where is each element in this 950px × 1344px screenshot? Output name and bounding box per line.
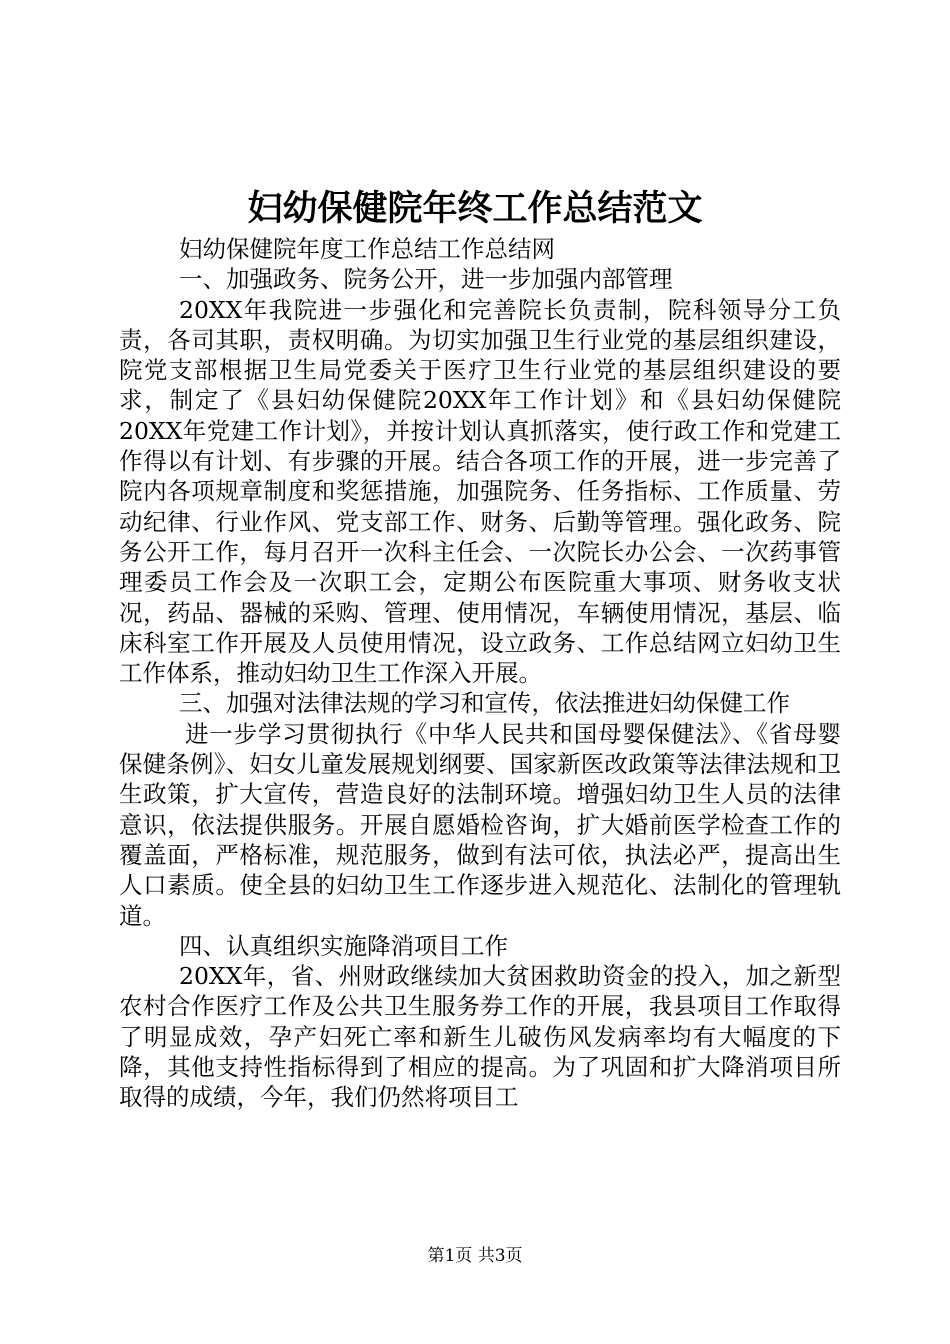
section-heading-4: 四、认真组织实施降消项目工作 [179, 931, 508, 960]
section-heading-3: 三、加强对法律法规的学习和宣传，依法推进妇幼保健工作 [179, 689, 790, 718]
page-number-footer: 第1页 共3页 [427, 1246, 523, 1266]
section-heading-1: 一、加强政务、院务公开，进一步加强内部管理 [179, 265, 673, 294]
document-body [119, 234, 841, 1113]
paragraph-1: 20XX年我院进一步强化和完善院长负责制，院科领导分工负责，各司其职，责权明确。为切实加强卫生行业党的基层组织建设，院党支部根据卫生局党委关于医疗卫生行业党的基层组织建设的要求，制定了《县妇幼保健院20XX年工作计划》和《县妇幼保健院20XX年党建工作计划》，并按计划认真抓落实，使行政工作和党建工作得以有计划、有步骤的开展。结合各项工作的开展，进一步完善了院内各项规章制度和奖惩措施，加强院务、任务指标、工作质量、劳动纪律、行业作风、党支部工作、财务、后勤等管理。强化政务、院务公开工作，每月召开一次科主任会、一次院长办公会、一次药事管理委员工作会及一次职工会，定期公布医院重大事项、财务收支状况，药品、器械的采购、管理、使用情况，车辆使用情况，基层、临床科室工作开展及人员使用情况，设立政务、工作总结网立妇幼卫生工作体系，推动妇幼卫生工作深入开展。 [119, 295, 841, 688]
subtitle-line: 妇幼保健院年度工作总结工作总结网 [179, 235, 555, 263]
paragraph-3: 进一步学习贯彻执行《中华人民共和国母婴保健法》、《省母婴保健条例》、妇女儿童发展规划纲要、国家新医改政策等法律法规和卫生政策，扩大宣传，营造良好的法制环境。增强妇幼卫生人员的法律意识，依法提供服务。开展自愿婚检咨询，扩大婚前医学检查工作的覆盖面，严格标准，规范服务，做到有法可依，执法必严，提高出生人口素质。使全县的妇幼卫生工作逐步进入规范化、法制化的管理轨道。 [119, 719, 841, 930]
paragraph-4: 20XX年，省、州财政继续加大贫困救助资金的投入，加之新型农村合作医疗工作及公共卫生服务券工作的开展，我县项目工作取得了明显成效，孕产妇死亡率和新生儿破伤风发病率均有大幅度的下降，其他支持性指标得到了相应的提高。为了巩固和扩大降消项目所取得的成绩，今年，我们仍然将项目工 [119, 962, 841, 1112]
document-title: 妇幼保健院年终工作总结范文 [247, 188, 703, 229]
